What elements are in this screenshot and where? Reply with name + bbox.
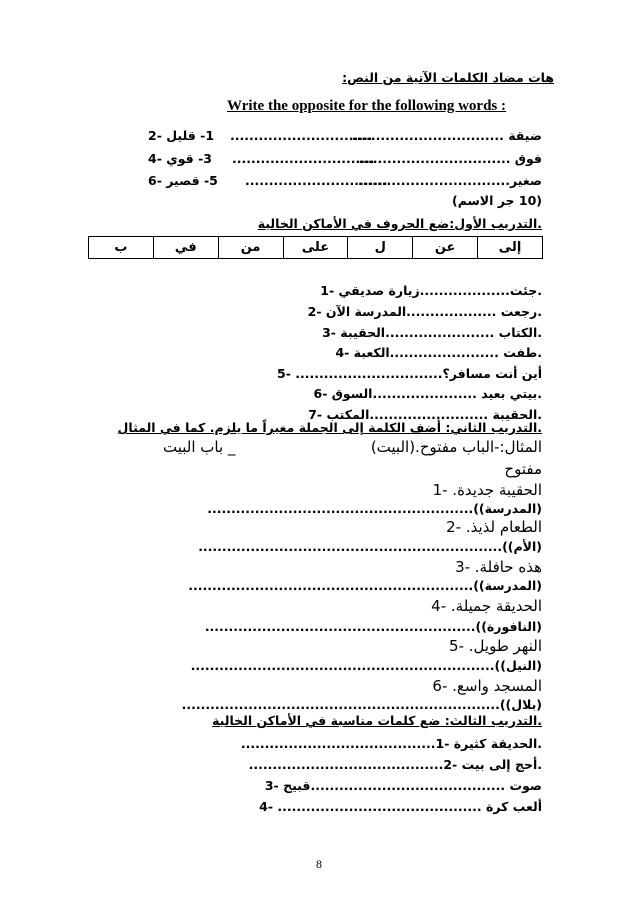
ex2-sentence: الحديقة جميلة. -4 — [431, 597, 542, 615]
exercise2-title: .التدريب الثاني: أضف الكلمة إلى الجملة مغيراً ما يلزم. كما في المثال — [117, 420, 542, 435]
ex1-sentence: .الكتاب .......................الحقيبة -3 — [322, 325, 542, 340]
letters-table — [88, 236, 543, 259]
ex1-sentence: .بيتي بعيد ......................السوق -6 — [313, 386, 542, 401]
opposite-dots: .............................. — [232, 151, 375, 166]
exercise3-title: .التدريب الثالث: ضع كلمات مناسبة في الأماكن الخالية — [212, 713, 542, 728]
ex2-sentence: الحقيبة جديدة. -1 — [432, 481, 542, 499]
ex3-sentence: .الحديقة كثيرة -1......................................... — [240, 736, 542, 751]
ex2-hint: (بلال))................................................................... — [181, 697, 542, 712]
section-title-ar: هات مضاد الكلمات الآتية من النص: — [342, 70, 554, 85]
ex2-hint: (النافورة))......................................................... — [204, 619, 542, 634]
ex1-sentence: .الحقيبة .........................المكتب -7 — [308, 407, 542, 422]
letter-cell: في — [153, 237, 218, 259]
opposite-right: فوق ................................ — [358, 151, 542, 166]
ex1-sentence: أين أنت مسافر؟............................... -5 — [277, 366, 542, 381]
ex3-sentence: ألعب كرة ........................................... -4 — [259, 799, 542, 814]
ex2-hint: (النيل))................................................................ — [190, 658, 542, 673]
page-number: 8 — [316, 857, 322, 871]
ex3-sentence: صوت .........................................قبيح -3 — [264, 778, 542, 793]
ex1-sentence: .طفت .......................الكعبة -4 — [335, 345, 542, 360]
letter-cell: إلى — [478, 237, 543, 259]
section-title-en: Write the opposite for the following words : — [227, 98, 507, 114]
letter-cell: على — [283, 237, 348, 259]
example-sentence: المثال:-الباب مفتوح.(البيت) — [370, 438, 542, 456]
ex2-hint: (المدرسة))............................................................ — [188, 578, 542, 593]
ex3-sentence: .أحج إلى بيت -2......................................... — [248, 757, 542, 772]
ex2-sentence: المسجد واسع. -6 — [432, 677, 542, 695]
opposite-dots: .............................. — [230, 128, 373, 143]
ex1-sentence: .جئت...................زيارة صديقي -1 — [320, 283, 542, 298]
opposite-right: صغير................................ — [358, 173, 542, 188]
ex1-sentence: .رجعت ...................المدرسة الآن -2 — [307, 304, 542, 319]
opposite-left: 5- قصير -6 — [148, 173, 218, 188]
opposite-left: 3- قوي -4 — [148, 151, 212, 166]
opposite-dots: .............................. — [245, 173, 388, 188]
jar-label: (10 جر الاسم) — [451, 193, 542, 208]
letter-cell: ل — [348, 237, 413, 259]
letter-cell: ب — [89, 237, 154, 259]
opposite-left: 1- قليل -2 — [148, 128, 215, 143]
example-continued: مفتوح — [504, 460, 542, 478]
ex2-sentence: الطعام لذيذ. -2 — [446, 518, 542, 536]
opposite-right: ضيقة ................................ — [351, 128, 542, 143]
ex2-sentence: هذه حافلة. -3 — [455, 558, 542, 576]
exercise1-title: .التدريب الأول:ضع الحروف في الأماكن الخالية — [257, 216, 542, 231]
letter-cell: من — [218, 237, 283, 259]
ex2-sentence: النهر طويل. -5 — [449, 637, 542, 655]
ex2-hint: (الأم))................................................................ — [198, 539, 542, 554]
ex2-hint: (المدرسة))........................................................ — [207, 501, 542, 516]
letter-cell: عن — [413, 237, 478, 259]
example-answer: _ باب البيت — [163, 438, 236, 456]
